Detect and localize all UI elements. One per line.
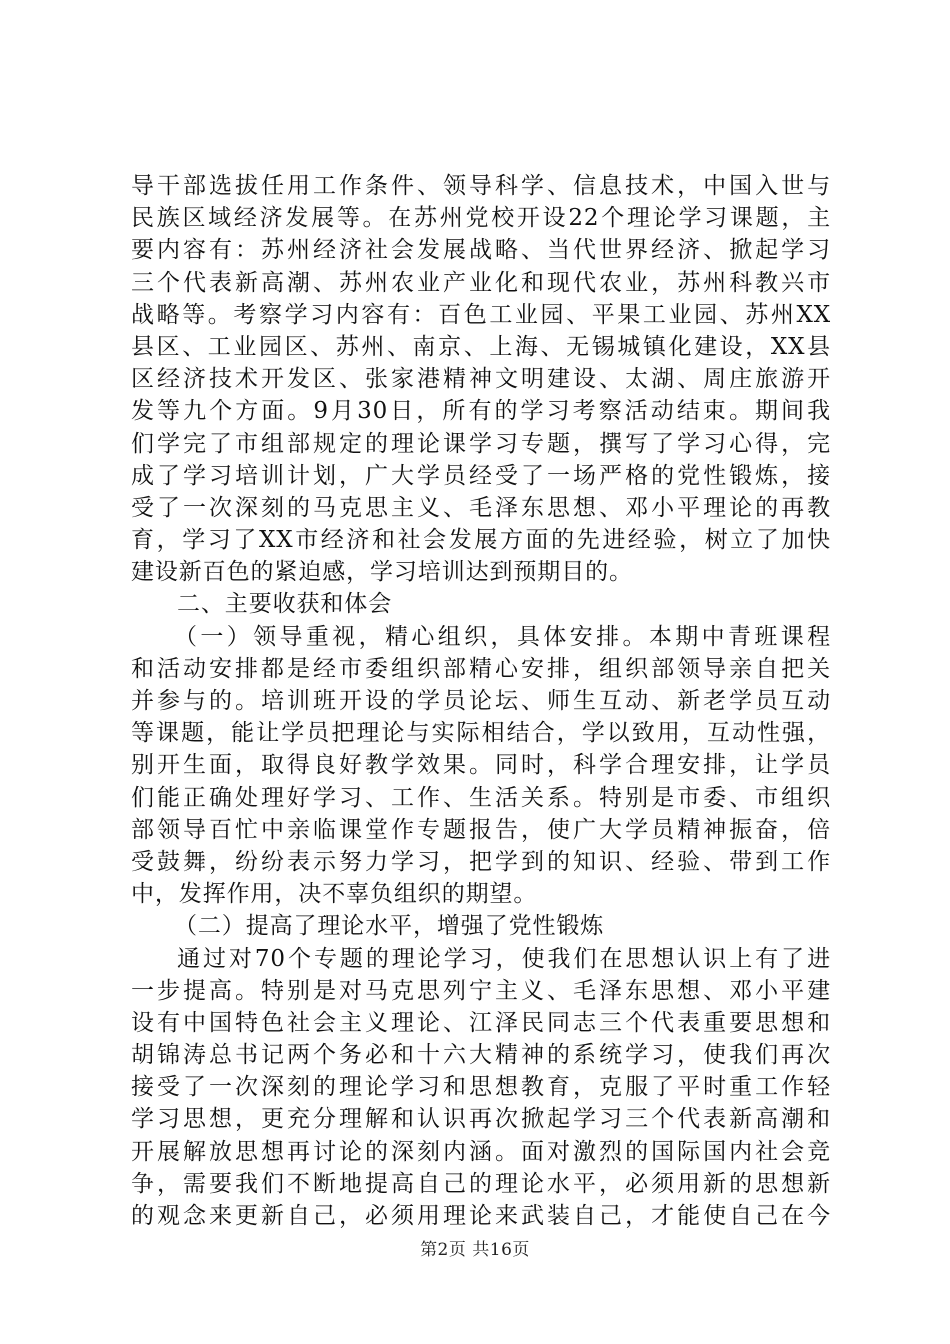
text-line: 们学完了市组部规定的理论课学习专题，撰写了学习心得，完 xyxy=(131,430,831,457)
text-line: 胡锦涛总书记两个务必和十六大精神的系统学习，使我们再次 xyxy=(131,1042,831,1069)
text-line: 设有中国特色社会主义理论、江泽民同志三个代表重要思想和 xyxy=(131,1009,831,1036)
text-line: 开展解放思想再讨论的深刻内涵。面对激烈的国际国内社会竞 xyxy=(131,1138,831,1165)
text-line: 和活动安排都是经市委组织部精心安排，组织部领导亲自把关 xyxy=(131,655,831,682)
text-line: 接受了一次深刻的理论学习和思想教育，克服了平时重工作轻 xyxy=(131,1074,831,1101)
text-line: 一步提高。特别是对马克思列宁主义、毛泽东思想、邓小平建 xyxy=(131,977,831,1004)
section-heading: 二、主要收获和体会 xyxy=(177,591,393,618)
text-line: 民族区域经济发展等。在苏州党校开设22个理论学习课题，主 xyxy=(131,205,831,232)
text-line: 要内容有：苏州经济社会发展战略、当代世界经济、掀起学习 xyxy=(131,237,831,264)
text-line: 区经济技术开发区、张家港精神文明建设、太湖、周庄旅游开 xyxy=(131,366,831,393)
text-line: 建设新百色的紧迫感，学习培训达到预期目的。 xyxy=(131,559,633,586)
text-line: 发等九个方面。9月30日，所有的学习考察活动结束。期间我 xyxy=(131,398,831,425)
text-line: 的观念来更新自己，必须用理论来武装自己，才能使自己在今 xyxy=(131,1203,831,1229)
text-line: 战略等。考察学习内容有：百色工业园、平果工业园、苏州XX xyxy=(131,301,831,328)
text-line: 中，发挥作用，决不辜负组织的期望。 xyxy=(131,881,538,908)
subsection-heading: （二）提高了理论水平，增强了党性锻炼 xyxy=(174,913,605,940)
text-line: 并参与的。培训班开设的学员论坛、师生互动、新老学员互动 xyxy=(131,688,831,714)
text-line: 等课题，能让学员把理论与实际相结合，学以致用，互动性强， xyxy=(131,720,831,747)
text-line: 县区、工业园区、苏州、南京、上海、无锡城镇化建设，XX县 xyxy=(131,333,831,360)
text-line: 育，学习了XX市经济和社会发展方面的先进经验，树立了加快 xyxy=(131,527,831,554)
text-line: 部领导百忙中亲临课堂作专题报告，使广大学员精神振奋，倍 xyxy=(131,816,831,843)
text-line: 别开生面，取得良好教学效果。同时，科学合理安排，让学员 xyxy=(131,752,831,779)
text-line: 争，需要我们不断地提高自己的理论水平，必须用新的思想新 xyxy=(131,1170,831,1197)
text-line: 三个代表新高潮、苏州农业产业化和现代农业，苏州科教兴市 xyxy=(131,269,831,296)
subsection-heading: （一）领导重视，精心组织，具体安排。本期中青班课程 xyxy=(174,623,831,650)
text-line: 们能正确处理好学习、工作、生活关系。特别是市委、市组织 xyxy=(131,784,831,811)
text-line: 成了学习培训计划，广大学员经受了一场严格的党性锻炼，接 xyxy=(131,462,831,489)
text-line: 学习思想，更充分理解和认识再次掀起学习三个代表新高潮和 xyxy=(131,1106,831,1133)
page-number-footer: 第2页 共16页 xyxy=(420,1240,530,1260)
text-line: 受了一次深刻的马克思主义、毛泽东思想、邓小平理论的再教 xyxy=(131,494,831,521)
text-line: 受鼓舞，纷纷表示努力学习，把学到的知识、经验、带到工作 xyxy=(131,848,831,875)
text-line: 导干部选拔任用工作条件、领导科学、信息技术，中国入世与 xyxy=(131,173,831,199)
document-body xyxy=(131,170,831,1232)
text-line: 通过对70个专题的理论学习，使我们在思想认识上有了进 xyxy=(177,945,831,972)
